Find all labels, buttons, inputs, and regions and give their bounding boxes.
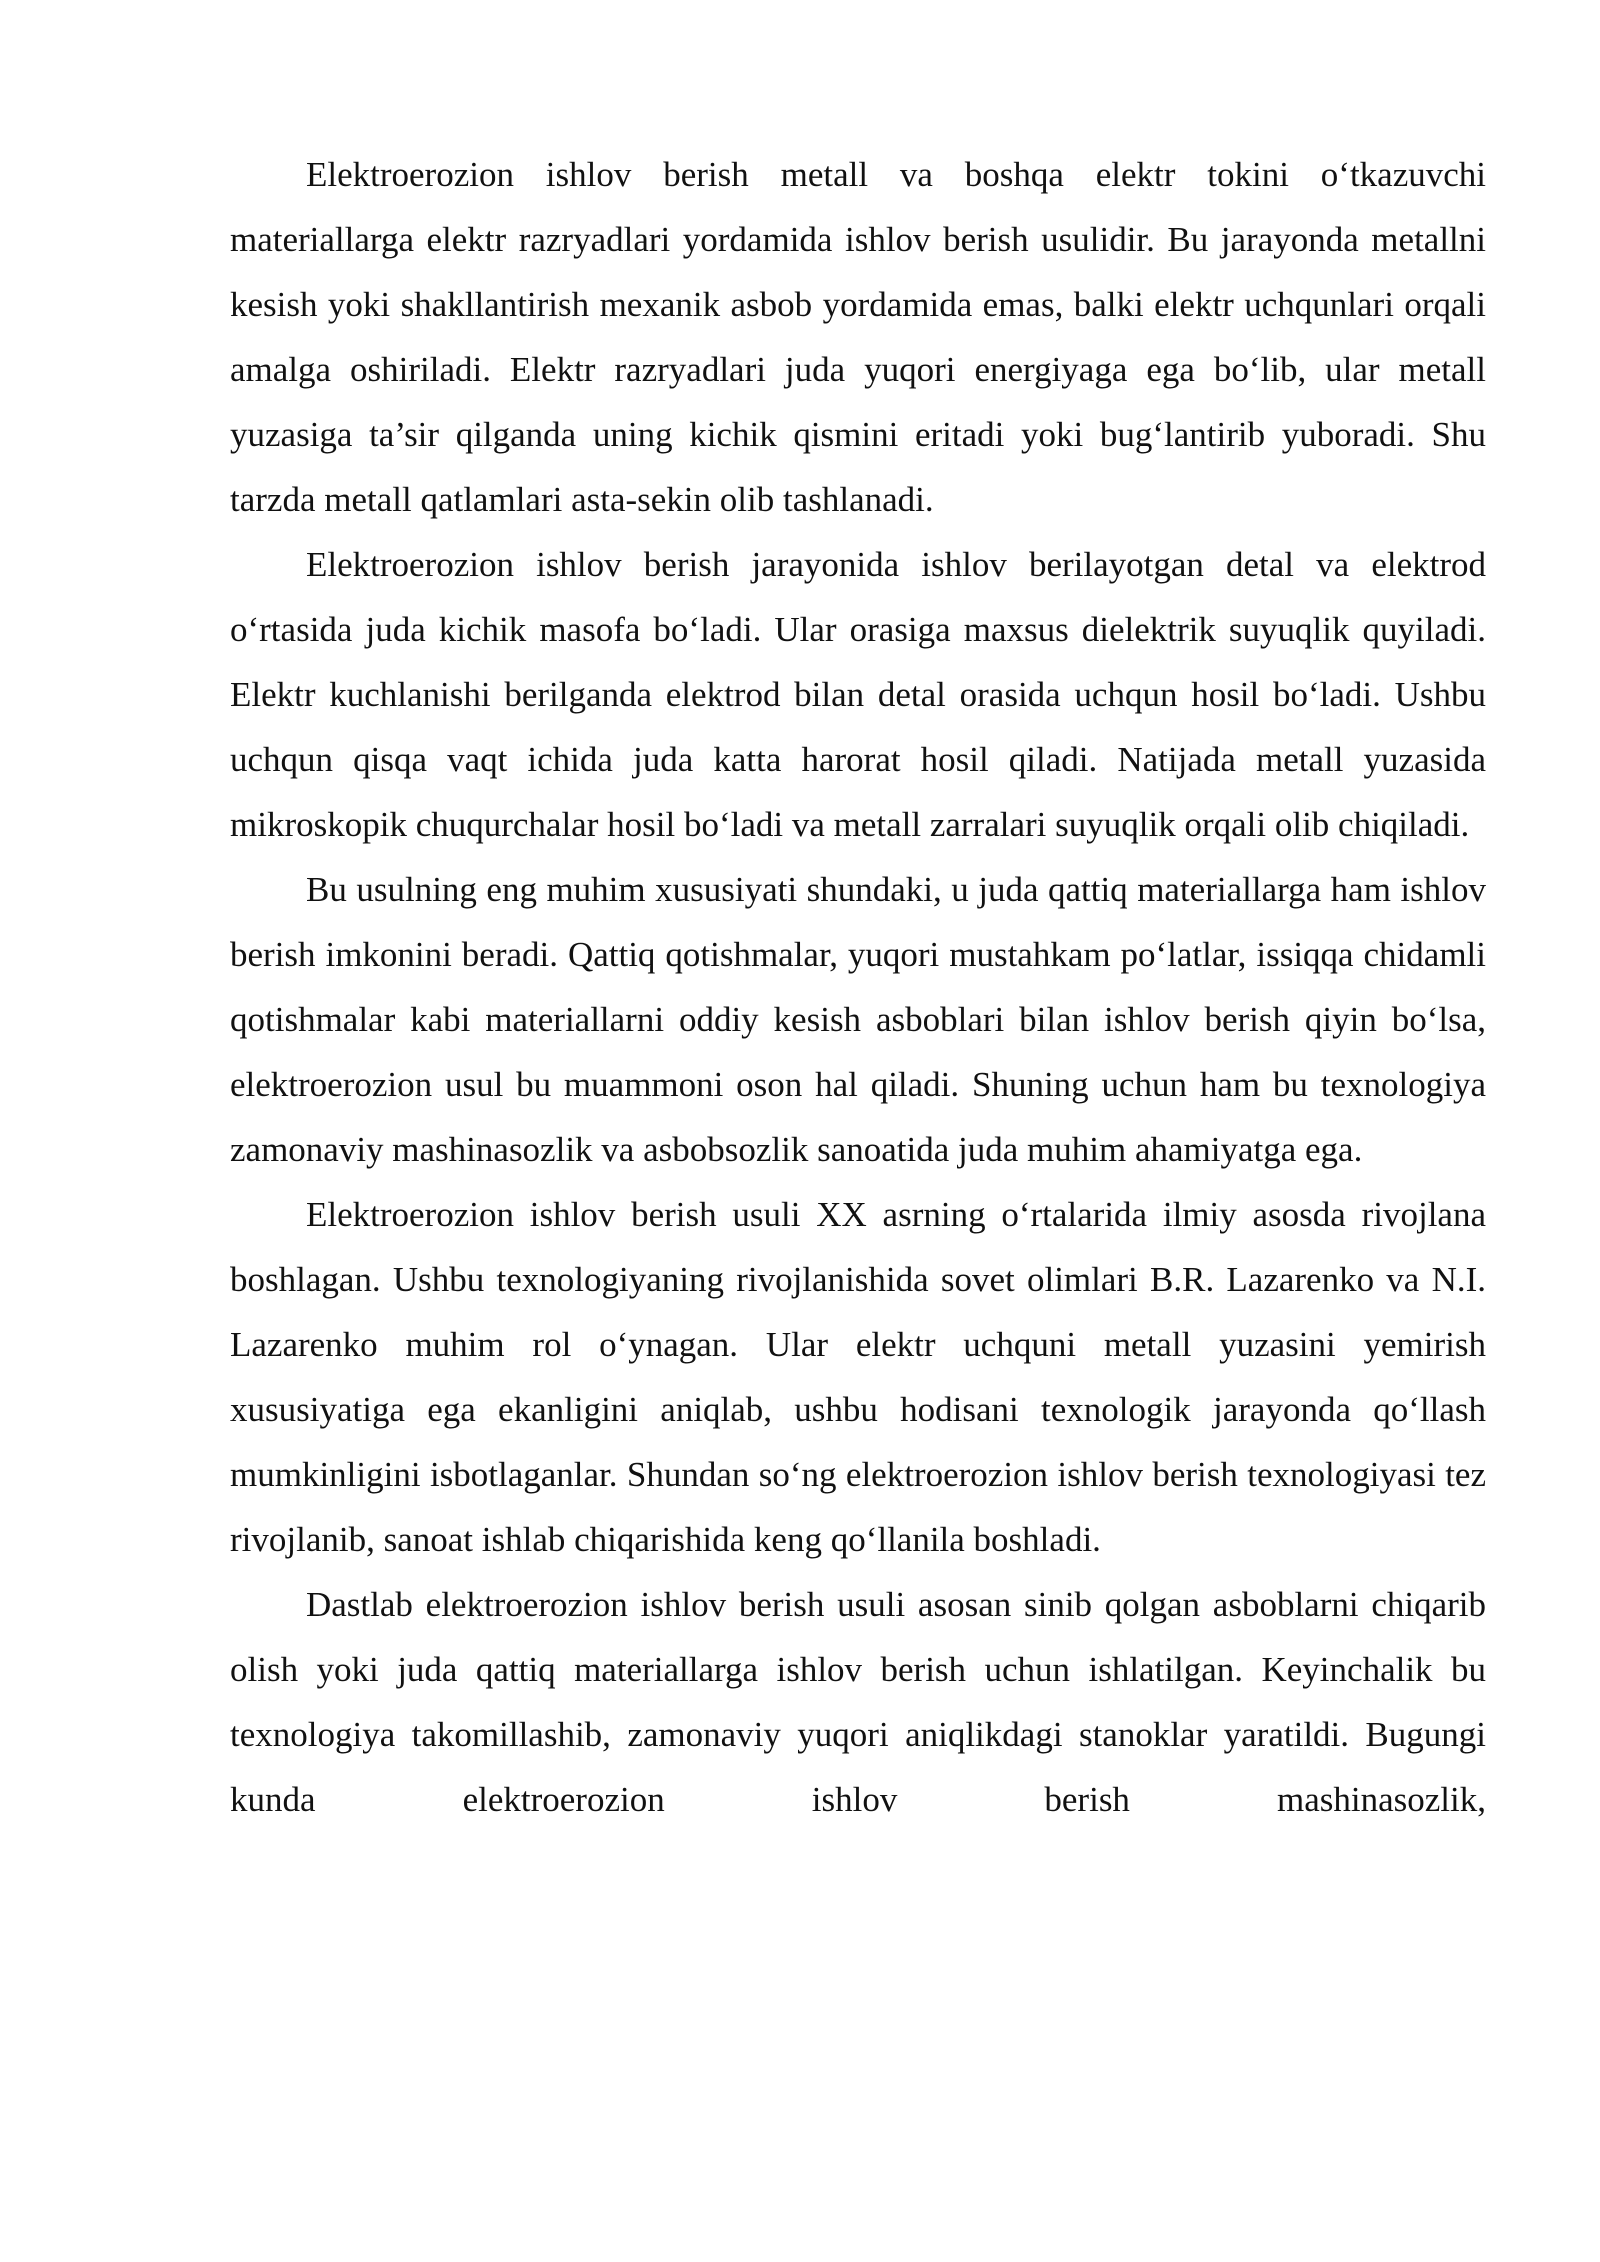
body-text [230,142,1486,1832]
paragraph-5: Dastlab elektroerozion ishlov berish usuli asosan sinib qolgan asboblarni chiqarib olish yoki juda qattiq materiallarga ishlov berish uchun ishlatilgan. Keyinchalik bu texnologiya takomillashib, zamonaviy yuqori aniqlikdagi stanoklar yaratildi. Bugungi kunda elektroerozion ishlov berish mashinasozlik, [230,1585,1486,1819]
paragraph-1: Elektroerozion ishlov berish metall va boshqa elektr tokini o‘tkazuvchi materiallarga elektr razryadlari yordamida ishlov berish usulidir. Bu jarayonda metallni kesish yoki shakllantirish mexanik asbob yordamida emas, balki elektr uchqunlari orqali amalga oshiriladi. Elektr razryadlari juda yuqori energiyaga ega bo‘lib, ular metall yuzasiga ta’sir qilganda uning kichik qismini eritadi yoki bug‘lantirib yuboradi. Shu tarzda metall qatlamlari asta-sekin olib tashlanadi. [230,155,1486,519]
paragraph-3: Bu usulning eng muhim xususiyati shundaki, u juda qattiq materiallarga ham ishlov berish imkonini beradi. Qattiq qotishmalar, yuqori mustahkam po‘latlar, issiqqa chidamli qotishmalar kabi materiallarni oddiy kesish asboblari bilan ishlov berish qiyin bo‘lsa, elektroerozion usul bu muammoni oson hal qiladi. Shuning uchun ham bu texnologiya zamonaviy mashinasozlik va asbobsozlik sanoatida juda muhim ahamiyatga ega. [230,870,1486,1169]
paragraph-2: Elektroerozion ishlov berish jarayonida ishlov berilayotgan detal va elektrod o‘rtasida juda kichik masofa bo‘ladi. Ular orasiga maxsus dielektrik suyuqlik quyiladi. Elektr kuchlanishi berilganda elektrod bilan detal orasida uchqun hosil bo‘ladi. Ushbu uchqun qisqa vaqt ichida juda katta harorat hosil qiladi. Natijada metall yuzasida mikroskopik chuqurchalar hosil bo‘ladi va metall zarralari suyuqlik orqali olib chiqiladi. [230,545,1486,844]
paragraph-4: Elektroerozion ishlov berish usuli XX asrning o‘rtalarida ilmiy asosda rivojlana boshlagan. Ushbu texnologiyaning rivojlanishida sovet olimlari B.R. Lazarenko va N.I. Lazarenko muhim rol o‘ynagan. Ular elektr uchquni metall yuzasini yemirish xususiyatiga ega ekanligini aniqlab, ushbu hodisani texnologik jarayonda qo‘llash mumkinligini isbotlaganlar. Shundan so‘ng elektroerozion ishlov berish texnologiyasi tez rivojlanib, sanoat ishlab chiqarishida keng qo‘llanila boshladi. [230,1195,1486,1559]
